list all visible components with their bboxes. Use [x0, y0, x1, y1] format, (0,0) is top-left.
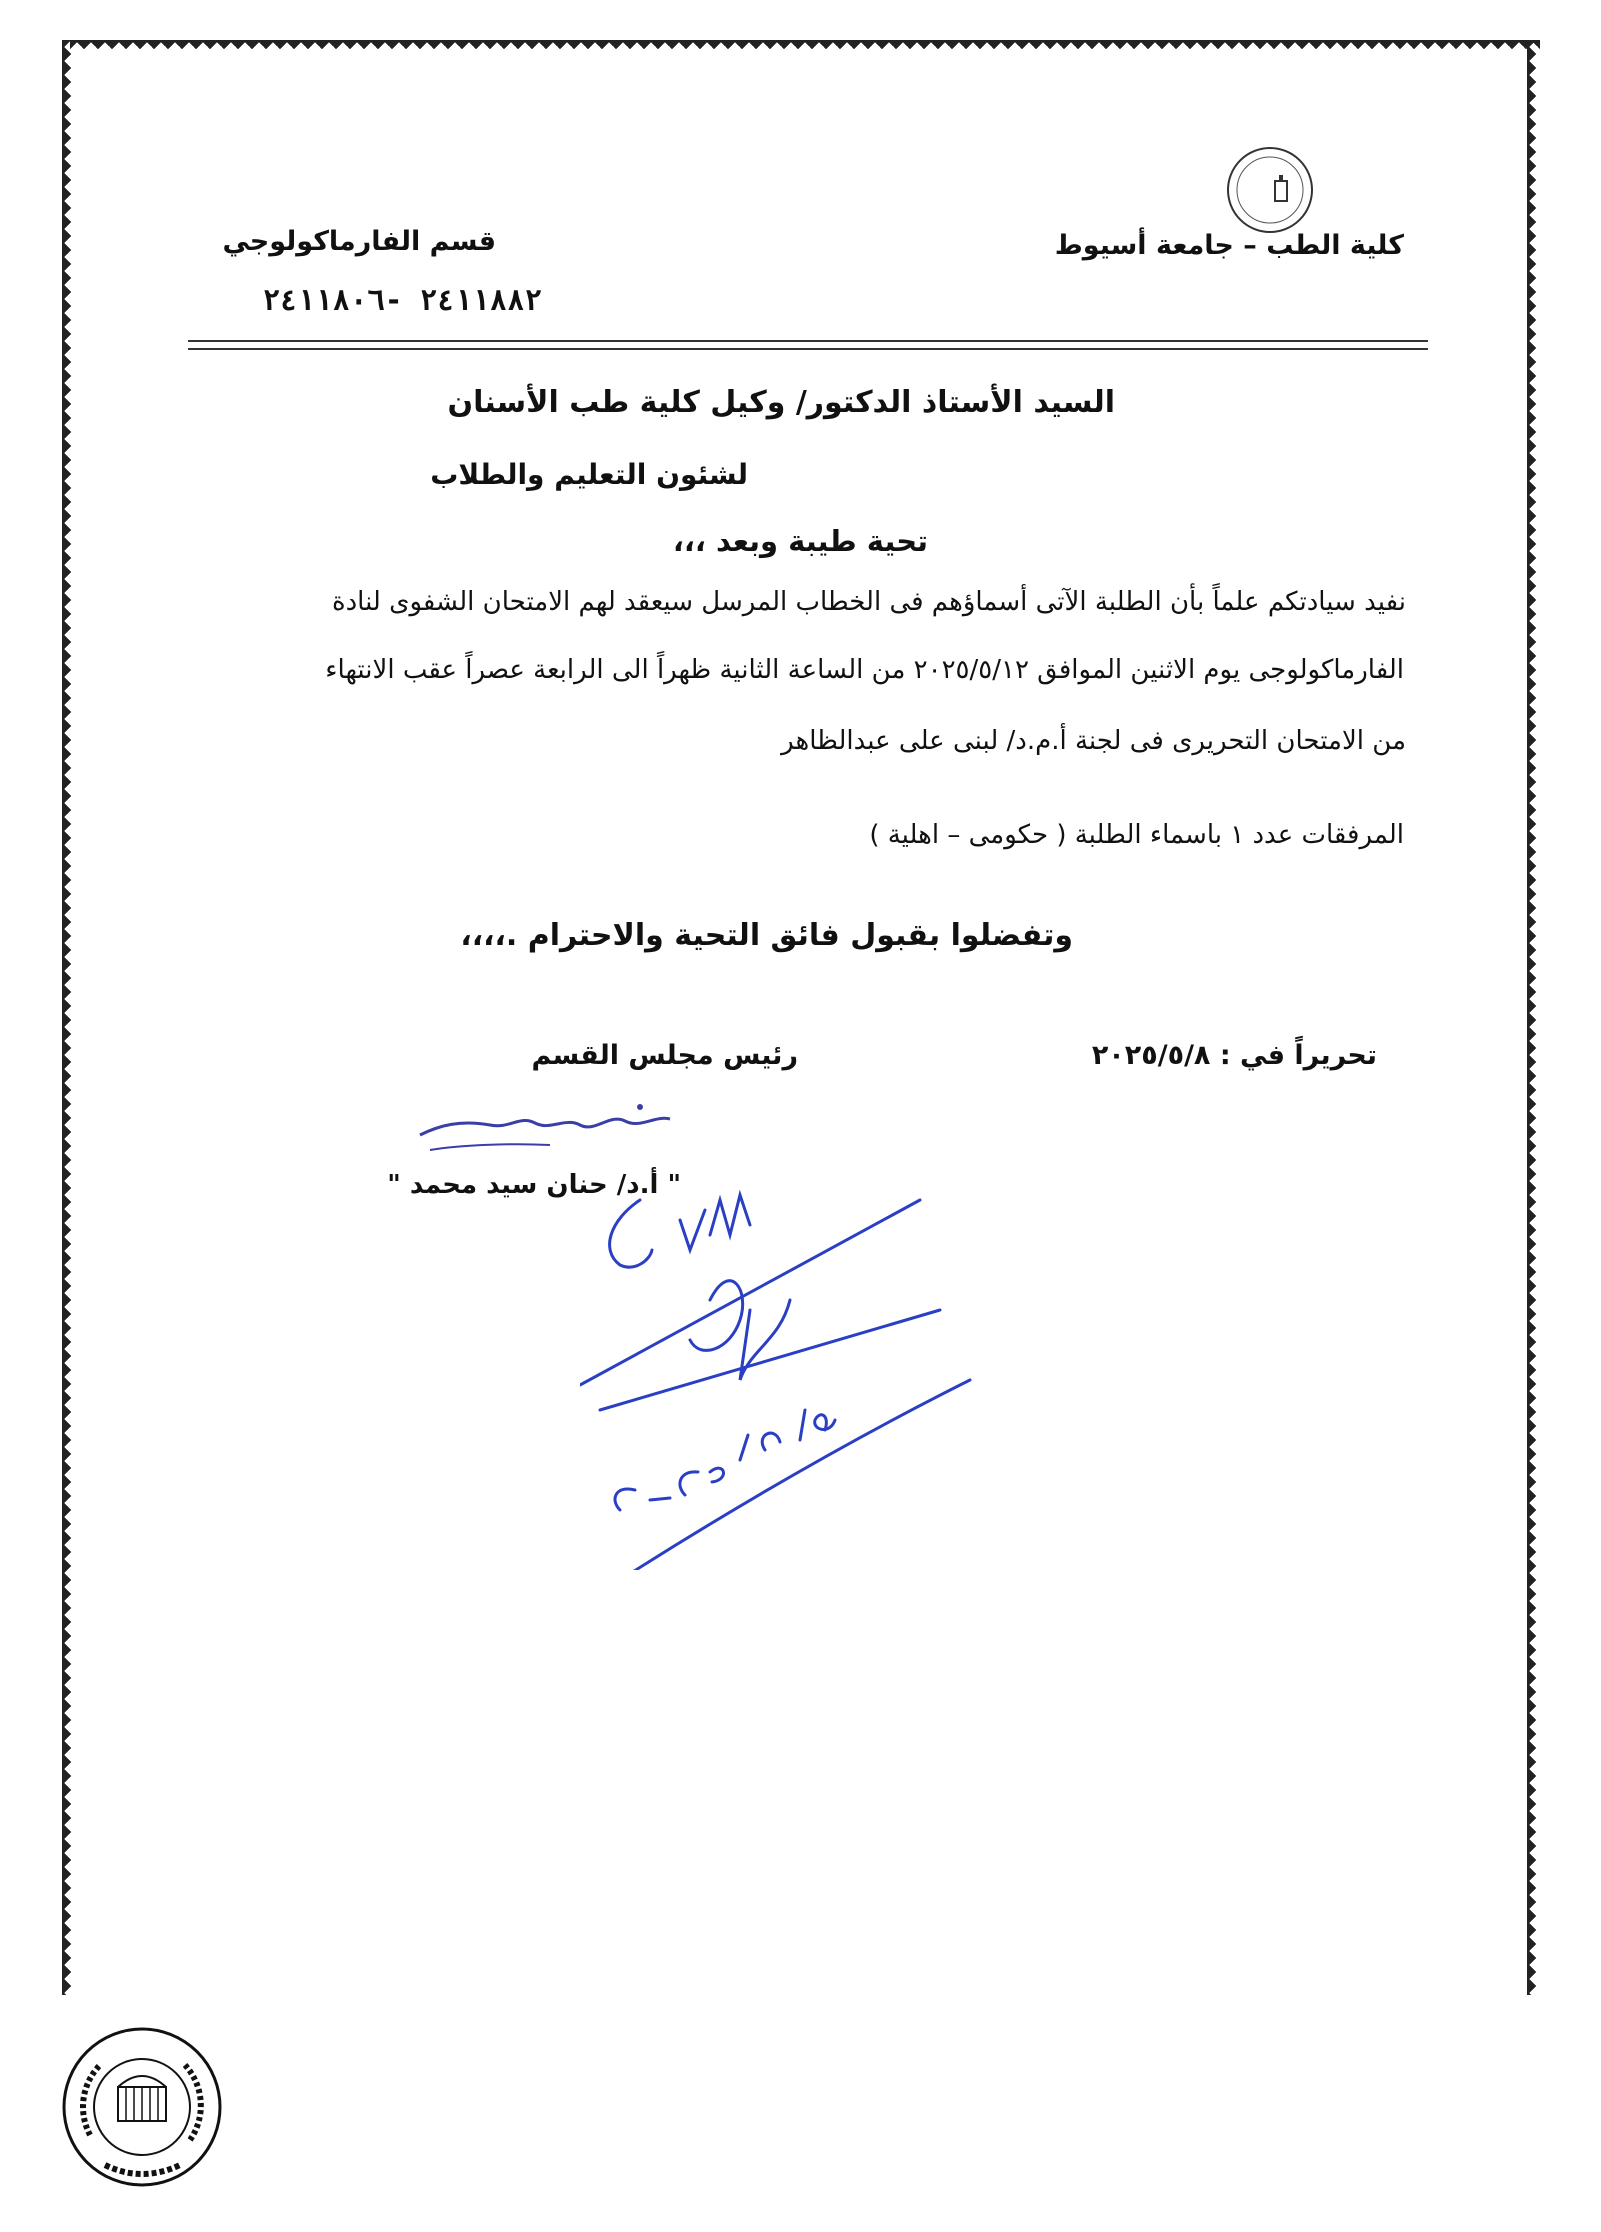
- header-separator: [188, 340, 1428, 350]
- chair-signature: [400, 1095, 690, 1165]
- letter-closing: وتفضلوا بقبول فائق التحية والاحترام .،،،،: [460, 918, 1073, 953]
- department-phones: ٢٤١١٨٨٢ -٢٤١١٨٠٦: [262, 283, 542, 317]
- faculty-name: كلية الطب – جامعة أسيوط: [1054, 230, 1404, 261]
- date-line: تحريراً في : ٢٠٢٥/٥/٨: [1091, 1040, 1377, 1071]
- official-stamp: [60, 2025, 225, 2190]
- letter-addressee: السيد الأستاذ الدكتور/ وكيل كلية طب الأسنان: [447, 385, 1115, 420]
- decorative-border-left: [62, 40, 84, 1995]
- faculty-logo-icon: [1225, 145, 1315, 235]
- decorative-border-right: [1527, 40, 1549, 1995]
- chair-name: " أ.د/ حنان سيد محمد ": [387, 1170, 681, 1200]
- body-line-3: من الامتحان التحريرى فى لجنة أ.م.د/ لبنى على عبدالظاهر: [781, 726, 1406, 756]
- attachments-line: المرفقات عدد ١ باسماء الطلبة ( حكومى – اهلية ): [869, 820, 1404, 850]
- letter-subject: لشئون التعليم والطلاب: [430, 458, 748, 491]
- body-line-2: الفارماكولوجى يوم الاثنين الموافق ٢٠٢٥/٥/١٢ من الساعة الثانية ظهراً الى الرابعة عصراً عقب الانتهاء: [325, 655, 1404, 685]
- handwritten-approval-signature: [580, 1180, 1000, 1570]
- chair-title: رئيس مجلس القسم: [531, 1040, 798, 1071]
- letter-greeting: تحية طيبة وبعد ،،،: [672, 524, 928, 558]
- department-name: قسم الفارماكولوجي: [222, 226, 496, 257]
- body-line-1: نفيد سيادتكم علماً بأن الطلبة الآتى أسماؤهم فى الخطاب المرسل سيعقد لهم الامتحان الشفوى لنادة: [331, 587, 1406, 617]
- decorative-border-top: [70, 40, 1540, 62]
